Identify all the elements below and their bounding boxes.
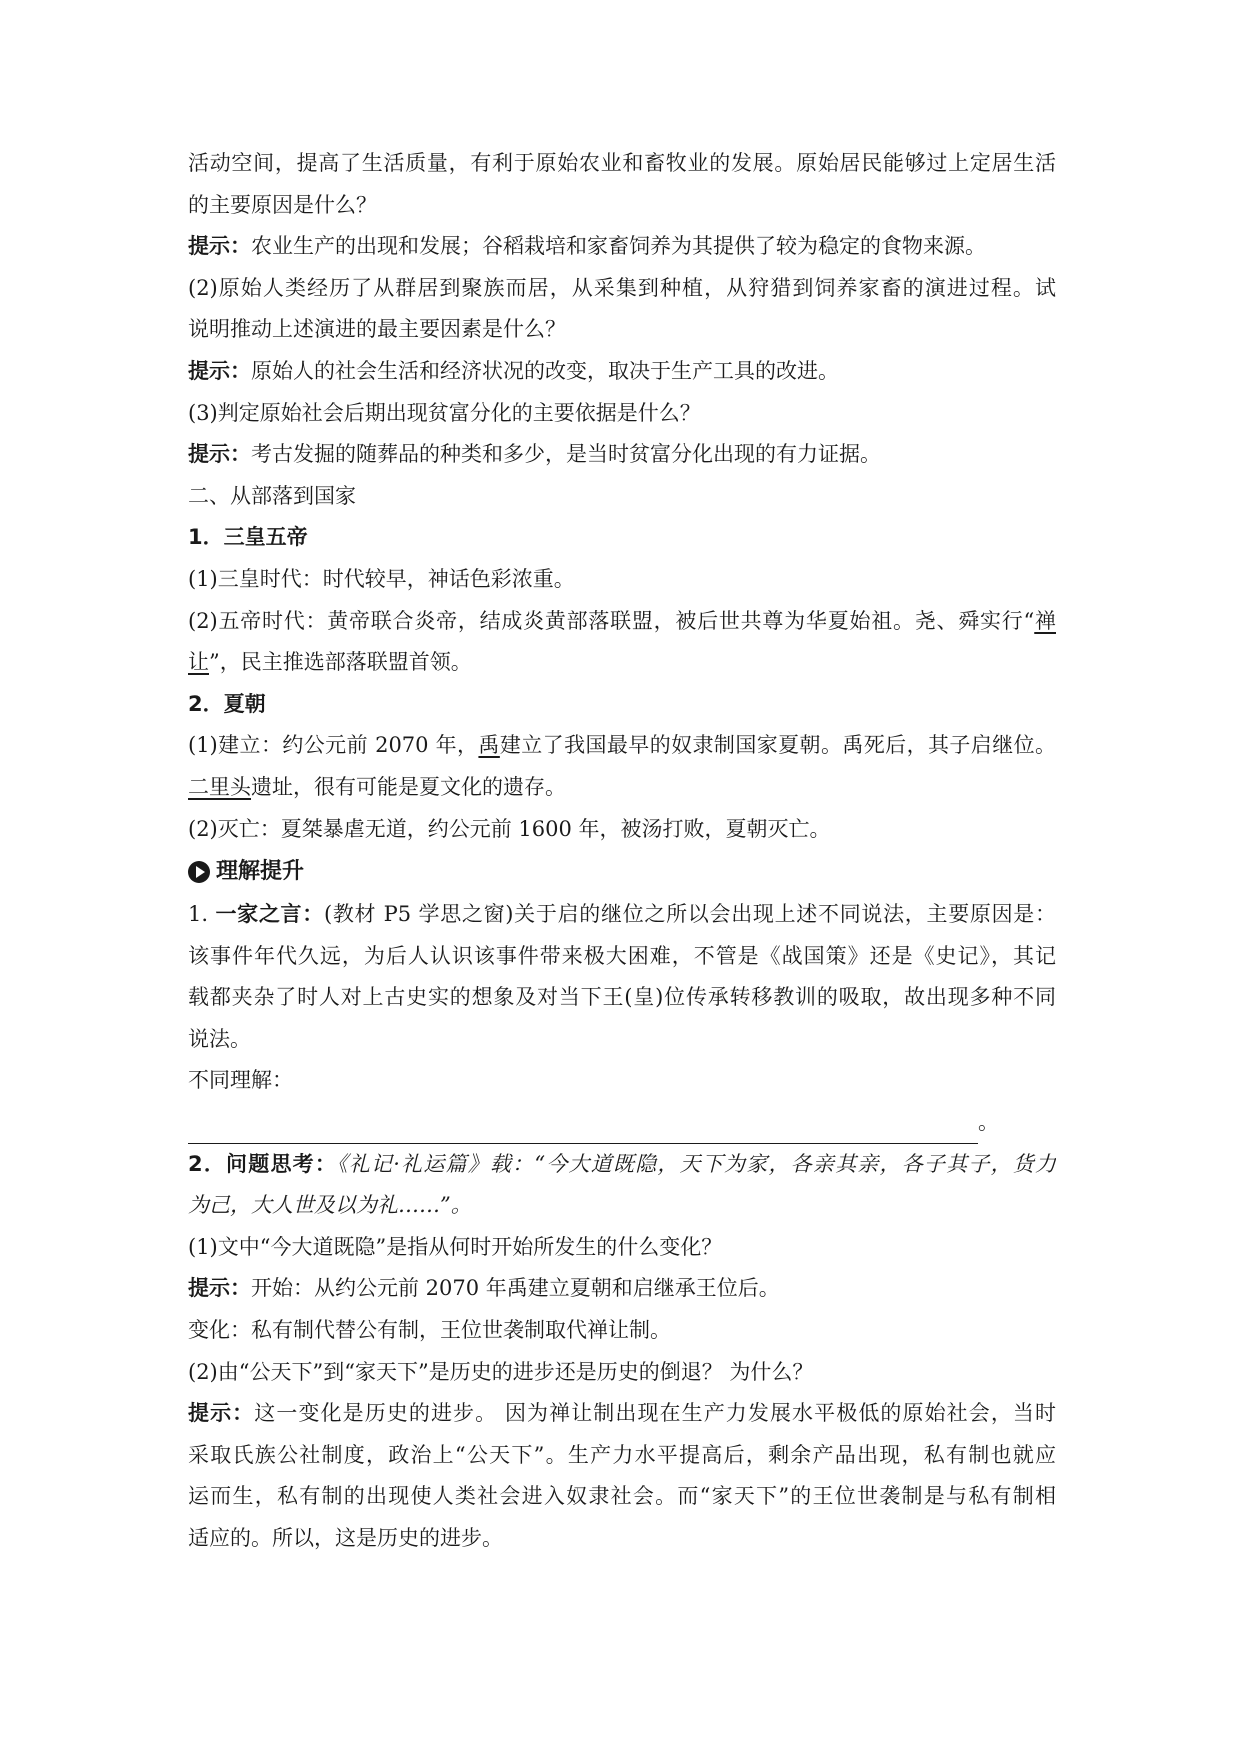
quote-text: 《礼记·礼运篇》载：“今大道既隐，天下为家，各亲其亲，各子其子，货力 — [337, 1151, 1056, 1176]
hint-text: 原始人的社会生活和经济状况的改变，取决于生产工具的改进。 — [251, 358, 839, 383]
text-line: (1)三皇时代：时代较早，神话色彩浓重。 — [188, 566, 575, 591]
text-line: 载都夹杂了时人对上古史实的想象及对当下王(皇)位传承转移教训的吸取，故出现多种不同 — [188, 985, 1056, 1010]
text-span: ”，民主推选部落联盟首领。 — [209, 650, 472, 675]
item-number: 2． — [188, 1151, 227, 1176]
text-line: 该事件年代久远，为后人认识该事件带来极大困难，不管是《战国策》还是《史记》，其记 — [188, 943, 1056, 968]
hint-label: 提示： — [188, 234, 251, 259]
text-line: (1)文中“今大道既隐”是指从何时开始所发生的什么变化？ — [188, 1234, 723, 1259]
text-span: 。 — [978, 1110, 999, 1135]
quote-line: 为己，大人世及以为礼……”。 — [188, 1193, 472, 1218]
hint-text: 考古发掘的随葬品的种类和多少，是当时贫富分化出现的有力证据。 — [251, 442, 881, 467]
item-label: 一家之言： — [215, 902, 324, 927]
text-line: 运而生，私有制的出现使人类社会进入奴隶社会。而“家天下”的王位世袭制是与私有制相 — [188, 1484, 1056, 1509]
underlined-term: 二里头 — [188, 774, 251, 799]
text-line: (2)原始人类经历了从群居到聚族而居，从采集到种植，从狩猎到饲养家畜的演进过程。试 — [188, 275, 1056, 300]
text-line: 说法。 — [188, 1026, 251, 1051]
text-line: 采取氏族公社制度，政治上“公天下”。生产力水平提高后，剩余产品出现，私有制也就应 — [188, 1442, 1056, 1467]
section-heading: 二、从部落到国家 — [188, 483, 356, 508]
document-page — [188, 143, 1056, 1560]
subheading: 2．夏朝 — [188, 691, 266, 716]
hint-label: 提示： — [188, 1276, 251, 1301]
text-line: 的主要原因是什么？ — [188, 192, 377, 217]
play-circle-icon — [188, 861, 210, 883]
text-line: (2)由“公天下”到“家天下”是历史的进步还是历史的倒退？ 为什么？ — [188, 1359, 814, 1384]
text-span: (教材 P5 学思之窗)关于启的继位之所以会出现上述不同说法，主要原因是： — [323, 902, 1056, 927]
text-line: 说明推动上述演进的最主要因素是什么？ — [188, 317, 566, 342]
section-title — [188, 850, 1056, 894]
item-label: 问题思考： — [226, 1151, 338, 1176]
text-line — [188, 767, 1056, 809]
text-span: (1)建立：约公元前 2070 年， — [188, 733, 479, 758]
text-line — [188, 601, 1056, 643]
text-line — [188, 642, 1056, 684]
text-line: 适应的。所以，这是历史的进步。 — [188, 1526, 503, 1550]
hint-line — [188, 1268, 1056, 1310]
text-line: 变化：私有制代替公有制，王位世袭制取代禅让制。 — [188, 1318, 671, 1343]
text-span: (2)五帝时代：黄帝联合炎帝，结成炎黄部落联盟，被后世共尊为华夏始祖。尧、舜实行“ — [188, 608, 1035, 633]
hint-line — [188, 351, 1056, 393]
hint-label: 提示： — [188, 442, 251, 467]
item-number: 1. — [188, 902, 209, 927]
hint-line — [188, 434, 1056, 476]
text-line: 活动空间，提高了生活质量，有利于原始农业和畜牧业的发展。原始居民能够过上定居生活 — [188, 151, 1056, 175]
hint-text: 农业生产的出现和发展；谷稻栽培和家畜饲养为其提供了较为稳定的食物来源。 — [251, 234, 986, 259]
section-title-text: 理解提升 — [216, 859, 305, 885]
hint-text: 这一变化是历史的进步。 因为禅让制出现在生产力发展水平极低的原始社会，当时 — [254, 1401, 1056, 1426]
text-line — [188, 725, 1056, 767]
text-span: 建立了我国最早的奴隶制国家夏朝。禹死后，其子启继位。 — [499, 733, 1056, 758]
underlined-term: 让 — [188, 650, 209, 675]
underlined-term: 禹 — [478, 733, 500, 758]
text-line: (3)判定原始社会后期出现贫富分化的主要依据是什么？ — [188, 400, 701, 425]
text-line — [188, 1144, 1056, 1186]
underlined-term: 禅 — [1034, 608, 1056, 633]
text-line — [188, 894, 1056, 936]
hint-line — [188, 226, 1056, 268]
hint-text: 开始：从约公元前 2070 年禹建立夏朝和启继承王位后。 — [251, 1276, 780, 1301]
hint-label: 提示： — [188, 1401, 255, 1426]
subheading: 1．三皇五帝 — [188, 525, 308, 550]
answer-blank-line — [188, 1102, 1056, 1144]
hint-label: 提示： — [188, 358, 251, 383]
text-line: (2)灭亡：夏桀暴虐无道，约公元前 1600 年，被汤打败，夏朝灭亡。 — [188, 816, 831, 841]
text-span: 遗址，很有可能是夏文化的遗存。 — [251, 774, 566, 799]
answer-blank[interactable] — [188, 1113, 978, 1144]
text-line: 不同理解： — [188, 1068, 293, 1093]
hint-line — [188, 1393, 1056, 1435]
